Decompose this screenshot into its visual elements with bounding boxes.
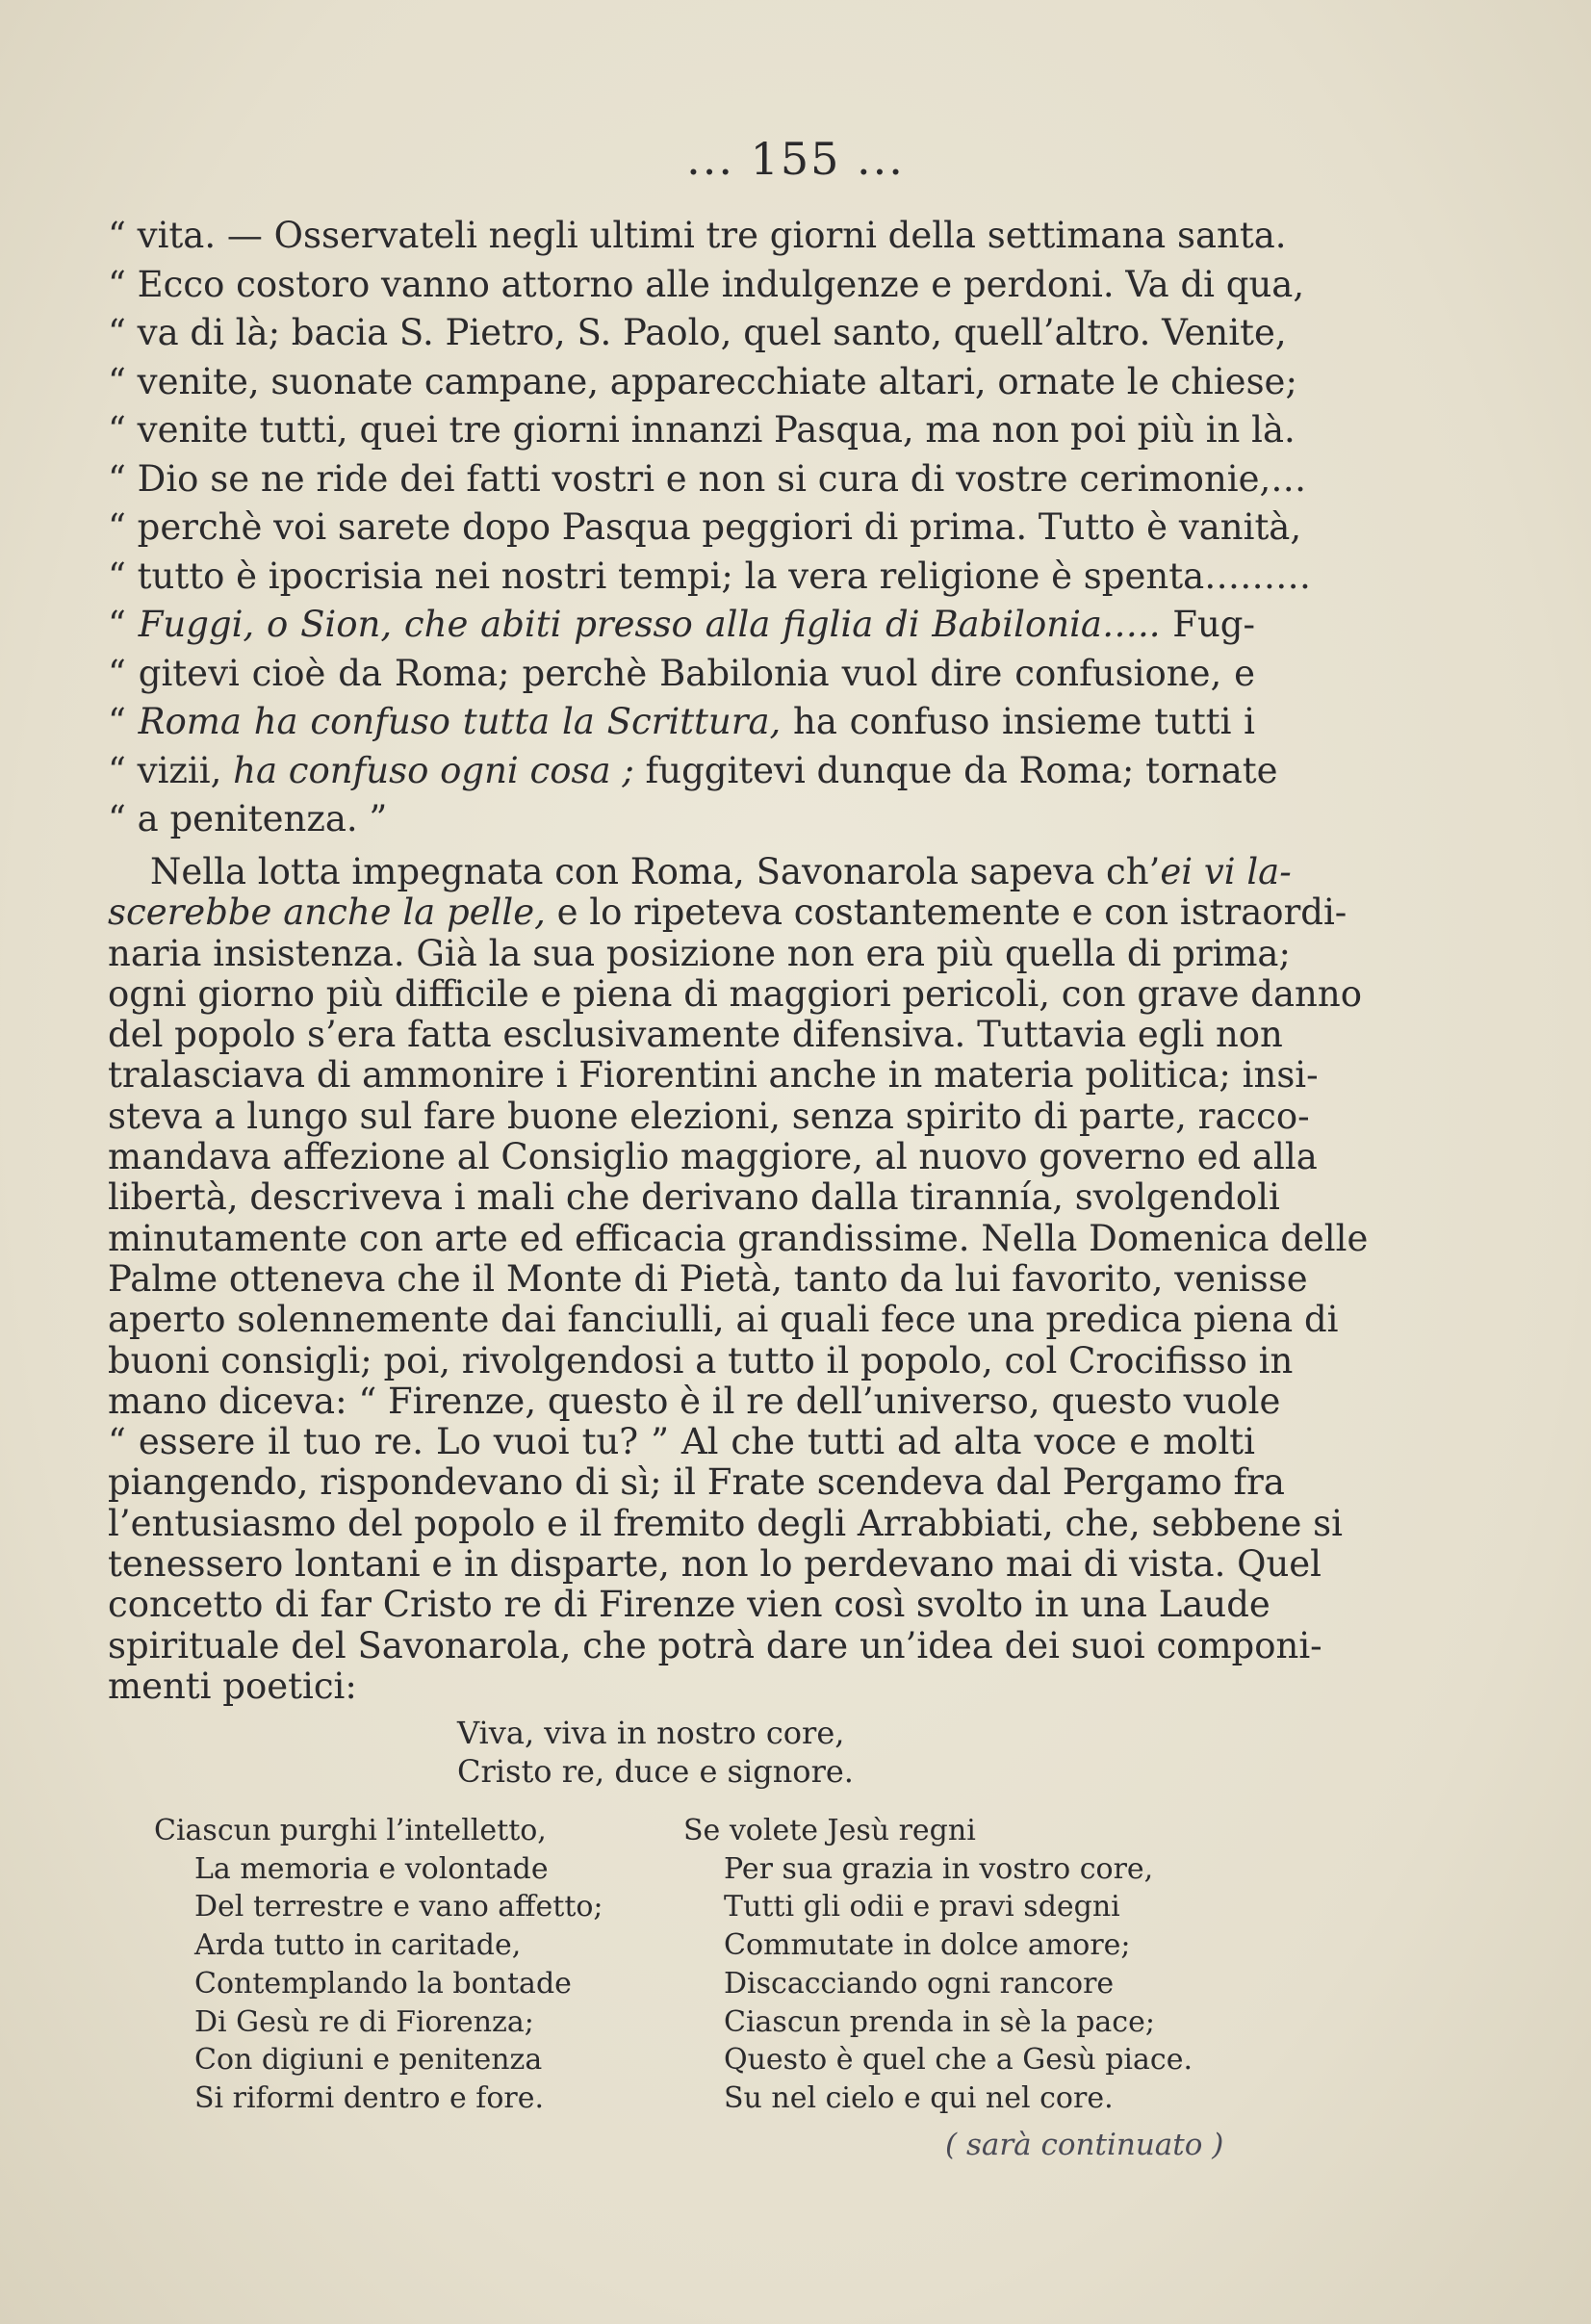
verse-line: Contemplando la bontade (194, 1966, 572, 2001)
italic-text: ha confuso ogni cosa ; (233, 749, 634, 791)
verse-line: Su nel cielo e qui nel core. (724, 2080, 1114, 2115)
verse-line: Del terrestre e vano affetto; (194, 1890, 603, 1924)
prose-line: spirituale del Savonarola, che potrà dare un’idea dei suoi componi- (108, 1624, 1322, 1666)
verse-line: Ciascun prenda in sè la pace; (724, 2004, 1155, 2039)
quote-line: “ Fuggi, o Sion, che abiti presso alla figlia di Babilonia….. Fug- (108, 604, 1255, 645)
verse-line: Commutate in dolce amore; (724, 1928, 1131, 1963)
quote-line: “ perchè voi sarete dopo Pasqua peggiori di prima. Tutto è vanità, (108, 506, 1302, 548)
prose-line: Nella lotta impegnata con Roma, Savonarola sapeva ch’ei vi la- (150, 851, 1292, 892)
prose-line: mandava affezione al Consiglio maggiore, al nuovo governo ed alla (108, 1136, 1318, 1178)
italic-text: ei vi la- (1160, 851, 1292, 892)
quote-line: “ gitevi cioè da Roma; perchè Babilonia vuol dire confusione, e (108, 652, 1255, 694)
verse-line: Viva, viva in nostro core, (457, 1715, 845, 1751)
quote-line: “ venite tutti, quei tre giorni innanzi Pasqua, ma non poi più in là. (108, 409, 1296, 451)
verse-line: La memoria e volontade (194, 1851, 549, 1886)
prose-line: buoni consigli; poi, rivolgendosi a tutto il popolo, col Crocifisso in (108, 1339, 1294, 1381)
verse-line: Tutti gli odii e pravi sdegni (724, 1890, 1120, 1924)
continued-note: ( sarà continuato ) (945, 2128, 1224, 2162)
poem-stanza-left (154, 1812, 603, 2118)
poem-stanza-right (683, 1812, 1193, 2118)
italic-text: Fuggi, o Sion, che abiti presso alla figlia di Babilonia….. (138, 604, 1161, 645)
sermon-quotation (108, 212, 1312, 844)
verse-line: Con digiuni e penitenza (194, 2043, 543, 2078)
verse-line: Arda tutto in caritade, (194, 1928, 522, 1963)
quote-line: “ vizii, ha confuso ogni cosa ; fuggitevi dunque da Roma; tornate (108, 749, 1278, 791)
prose-line: ogni giorno più difficile e piena di maggiori pericoli, con grave danno (108, 972, 1362, 1015)
verse-line: Si riformi dentro e fore. (194, 2080, 545, 2115)
quote-line: “ Roma ha confuso tutta la Scrittura, ha confuso insieme tutti i (108, 701, 1255, 742)
prose-line: “ essere il tuo re. Lo vuoi tu? ” Al che tutti ad alta voce e molti (108, 1421, 1255, 1463)
prose-line: mano diceva: “ Firenze, questo è il re dell’universo, questo vuole (108, 1380, 1281, 1422)
prose-line: tralasciava di ammonire i Fiorentini anche in materia politica; insi- (108, 1054, 1319, 1097)
prose-line: naria insistenza. Già la sua posizione non era più quella di prima; (108, 932, 1291, 974)
prose-line: scerebbe anche la pelle, e lo ripeteva costantemente e con istraordi- (108, 891, 1347, 934)
prose-line: concetto di far Cristo re di Firenze vien così svolto in una Laude (108, 1584, 1270, 1626)
prose-line: tenessero lontani e in disparte, non lo perdevano mai di vista. Quel (108, 1543, 1322, 1586)
prose-line: menti poetici: (108, 1665, 357, 1707)
italic-text: scerebbe anche la pelle, (108, 891, 546, 934)
quote-line: “ a penitenza. ” (108, 798, 388, 839)
quote-line: “ vita. — Osservateli negli ultimi tre giorni della settimana santa. (108, 215, 1287, 256)
quote-line: “ tutto è ipocrisia nei nostri tempi; la vera religione è spenta……… (108, 555, 1312, 597)
quote-line: “ Dio se ne ride dei fatti vostri e non si cura di vostre cerimonie,… (108, 457, 1307, 500)
prose-line: l’entusiasmo del popolo e il fremito degli Arrabbiati, che, sebbene si (108, 1502, 1343, 1544)
verse-line: Di Gesù re di Fiorenza; (194, 2004, 534, 2039)
quote-line: “ venite, suonate campane, apparecchiate altari, ornate le chiese; (108, 360, 1297, 402)
prose-line: aperto solennemente dai fanciulli, ai quali fece una predica piena di (108, 1299, 1339, 1341)
quote-line: “ va di là; bacia S. Pietro, S. Paolo, quel santo, quell’altro. Venite, (108, 312, 1287, 353)
prose-line: steva a lungo sul fare buone elezioni, senza spirito di parte, racco- (108, 1095, 1310, 1137)
verse-line: Cristo re, duce e signore. (457, 1753, 854, 1790)
verse-line: Ciascun purghi l’intelletto, (154, 1814, 547, 1847)
prose-line: piangendo, rispondevano di sì; il Frate scendeva dal Pergamo fra (108, 1461, 1285, 1504)
page-number: ... 155 ... (686, 133, 905, 185)
prose-line: Palme otteneva che il Monte di Pietà, tanto da lui favorito, venisse (108, 1257, 1308, 1300)
prose-line: libertà, descriveva i mali che derivano dalla tirannía, svolgendoli (108, 1176, 1280, 1219)
italic-text: Roma ha confuso tutta la Scrittura, (138, 701, 782, 742)
poem-refrain (457, 1714, 854, 1791)
quote-line: “ Ecco costoro vanno attorno alle indulgenze e perdoni. Va di qua, (108, 263, 1305, 305)
prose-line: minutamente con arte ed efficacia grandissime. Nella Domenica delle (108, 1217, 1369, 1259)
body-paragraph (108, 851, 1369, 1707)
verse-line: Per sua grazia in vostro core, (724, 1851, 1154, 1886)
verse-line: Questo è quel che a Gesù piace. (724, 2043, 1193, 2078)
prose-line: del popolo s’era fatta esclusivamente difensiva. Tuttavia egli non (108, 1014, 1283, 1056)
verse-line: Discacciando ogni rancore (724, 1966, 1115, 2001)
verse-line: Se volete Jesù regni (683, 1814, 976, 1847)
